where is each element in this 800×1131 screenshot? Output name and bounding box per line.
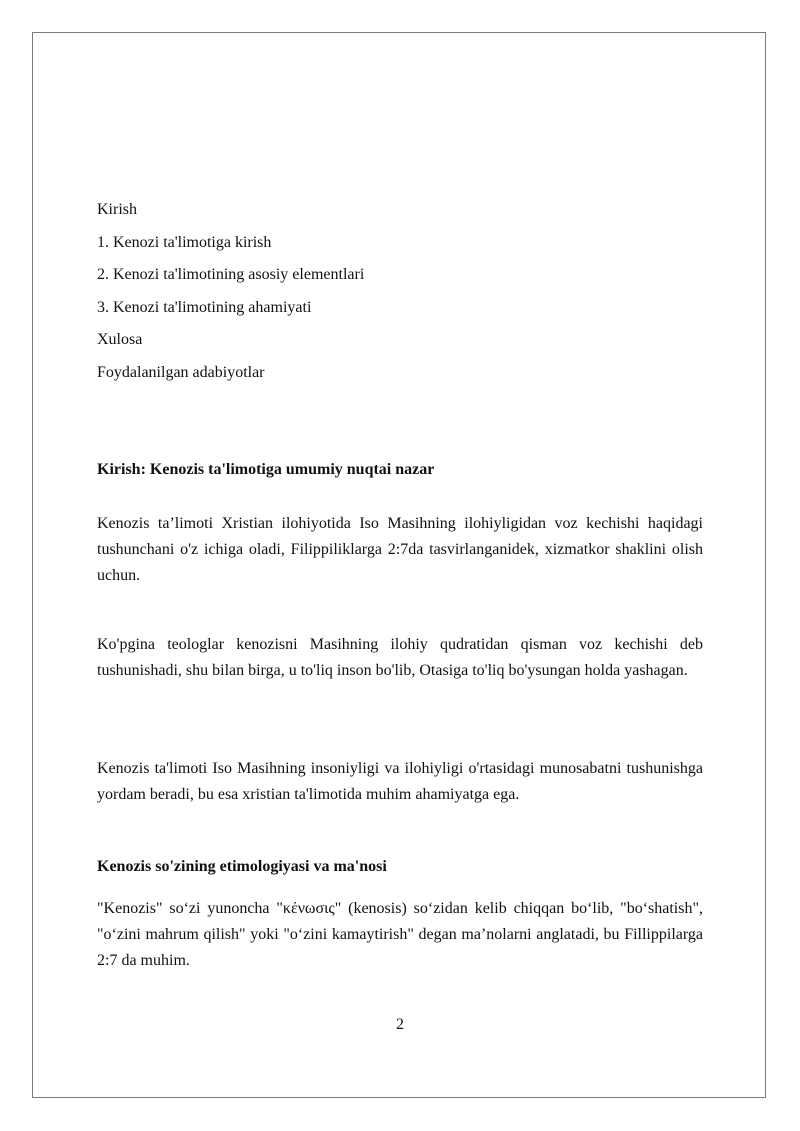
paragraph: "Kenozis" so‘zi yunoncha "κένωσις" (kenosis) so‘zidan kelib chiqqan bo‘lib, "bo‘shatish", "o‘zini mahrum qilish" yoki "o‘zini kamaytirish" degan ma’nolarni anglatadi, bu Fillippilarga 2:7 da muhim. (97, 900, 703, 969)
section-heading-etymology: Kenozis so'zining etimologiyasi va ma'nosi (97, 858, 387, 875)
toc-item-intro: Kirish (97, 201, 137, 218)
paragraph: Ko'pgina teologlar kenozisni Masihning ilohiy qudratidan qisman voz kechishi deb tushunishadi, shu bilan birga, u to'liq inson bo'lib, Otasiga to'liq bo'ysungan holda yashagan. (97, 636, 703, 679)
toc-item-conclusion: Xulosa (97, 331, 143, 349)
toc-item-2: 2. Kenozi ta'limotining asosiy elementlari (97, 266, 365, 284)
paragraph: Kenozis ta'limoti Iso Masihning insoniyligi va ilohiyligi o'rtasidagi munosabatni tushunishga yordam beradi, bu esa xristian ta'limotida muhim ahamiyatga ega. (97, 760, 703, 803)
toc-item-references: Foydalanilgan adabiyotlar (97, 363, 265, 381)
toc-item-3: 3. Kenozi ta'limotining ahamiyati (97, 298, 312, 316)
section-heading-intro: Kirish: Kenozis ta'limotiga umumiy nuqtai nazar (97, 461, 435, 478)
table-of-contents (97, 200, 703, 396)
paragraph: Kenozis ta’limoti Xristian ilohiyotida Iso Masihning ilohiyligidan voz kechishi haqidagi tushunchani o'z ichiga oladi, Filippiliklarga 2:7da tasvirlanganidek, xizmatkor shaklini olish uchun. (97, 515, 703, 584)
toc-item-1: 1. Kenozi ta'limotiga kirish (97, 233, 272, 251)
page-number: 2 (396, 1016, 404, 1033)
